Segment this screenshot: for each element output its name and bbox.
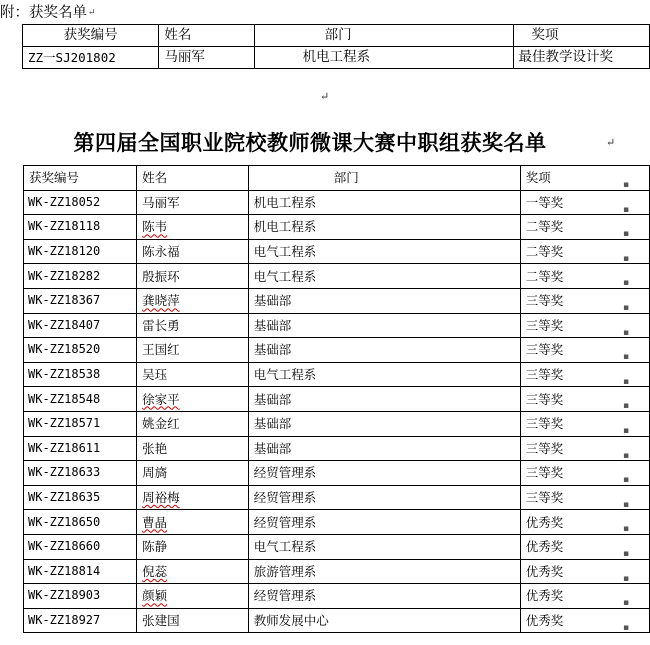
table-row bbox=[24, 559, 650, 584]
cell-award-id: WK-ZZ18407 bbox=[24, 313, 137, 338]
cell-department: 基础部 bbox=[248, 313, 520, 338]
cell-department: 电气工程系 bbox=[248, 239, 520, 264]
cell-award: 三等奖 bbox=[520, 411, 649, 436]
cell-award-id: WK-ZZ18571 bbox=[24, 411, 137, 436]
table-row bbox=[24, 313, 650, 338]
cell-award: 优秀奖 bbox=[520, 608, 649, 633]
cell-award-id: WK-ZZ18633 bbox=[24, 461, 137, 486]
cell-award-id: WK-ZZ18611 bbox=[24, 436, 137, 461]
cell-name: 徐家平 bbox=[137, 387, 249, 412]
return-mark: ↵ bbox=[88, 8, 96, 18]
cell-name: 王国红 bbox=[137, 338, 249, 363]
cell-name: 陈韦 bbox=[137, 215, 249, 240]
row-end-marker: ▪ bbox=[623, 352, 630, 363]
row-end-marker: ▪ bbox=[623, 376, 630, 387]
header-name: 姓名 bbox=[137, 166, 249, 191]
cell-award-id: WK-ZZ18650 bbox=[24, 510, 137, 535]
row-end-marker: ▪ bbox=[623, 204, 630, 215]
cell-department: 旅游管理系 bbox=[248, 559, 520, 584]
cell-award: 二等奖 bbox=[520, 264, 649, 289]
table-row bbox=[24, 510, 650, 535]
cell-award: 二等奖 bbox=[520, 215, 649, 240]
table-row bbox=[24, 387, 650, 412]
cell-department: 经贸管理系 bbox=[248, 461, 520, 486]
paragraph-mark: ↵ bbox=[606, 136, 616, 149]
award-list-table bbox=[23, 165, 650, 633]
cell-department: 基础部 bbox=[248, 288, 520, 313]
cell-department: 经贸管理系 bbox=[248, 485, 520, 510]
cell-award: 三等奖 bbox=[520, 362, 649, 387]
row-end-marker: ▪ bbox=[623, 499, 630, 510]
cell-department: 经贸管理系 bbox=[248, 584, 520, 609]
row-end-marker: ▪ bbox=[623, 426, 630, 436]
top-table-row bbox=[23, 47, 650, 69]
row-end-marker: ▪ bbox=[623, 180, 630, 190]
table-row bbox=[24, 584, 650, 609]
cell-name: 马丽军 bbox=[159, 47, 254, 69]
row-end-marker: ▪ bbox=[623, 573, 630, 584]
cell-award-id: WK-ZZ18635 bbox=[24, 485, 137, 510]
cell-name: 陈静 bbox=[137, 534, 249, 559]
header-award: 奖项 bbox=[520, 166, 649, 191]
header-department: 部门 bbox=[254, 25, 513, 47]
cell-award-id: WK-ZZ18660 bbox=[24, 534, 137, 559]
page-title-text: 第四届全国职业院校教师微课大赛中职组获奖名单 bbox=[73, 131, 547, 155]
cell-award-id: WK-ZZ18903 bbox=[24, 584, 137, 609]
top-table-header-row bbox=[23, 25, 650, 47]
cell-award: 优秀奖 bbox=[520, 584, 649, 609]
cell-name: 龚晓萍 bbox=[137, 288, 249, 313]
cell-name: 周裕梅 bbox=[137, 485, 249, 510]
cell-award-id: WK-ZZ18367 bbox=[24, 288, 137, 313]
cell-name: 雷长勇 bbox=[137, 313, 249, 338]
cell-department: 教师发展中心 bbox=[248, 608, 520, 633]
cell-department: 机电工程系 bbox=[248, 215, 520, 240]
attachment-heading bbox=[0, 4, 96, 22]
row-end-marker: ▪ bbox=[623, 475, 630, 486]
cell-department: 基础部 bbox=[248, 338, 520, 363]
cell-award: 一等奖 bbox=[520, 190, 649, 215]
table-row bbox=[24, 362, 650, 387]
cell-award-id: WK-ZZ18282 bbox=[24, 264, 137, 289]
attachment-heading-text: 附：获奖名单 bbox=[0, 5, 87, 21]
cell-award: 三等奖 bbox=[520, 387, 649, 412]
table-row bbox=[24, 461, 650, 486]
row-end-marker: ▪ bbox=[623, 549, 630, 559]
cell-award: 三等奖 bbox=[520, 436, 649, 461]
table-row bbox=[24, 436, 650, 461]
header-name: 姓名 bbox=[159, 25, 254, 47]
table-row bbox=[24, 264, 650, 289]
cell-department: 电气工程系 bbox=[248, 362, 520, 387]
cell-name: 姚金红 bbox=[137, 411, 249, 436]
cell-name: 张艳 bbox=[137, 436, 249, 461]
cell-award-id: WK-ZZ18520 bbox=[24, 338, 137, 363]
cell-award: 最佳教学设计奖 bbox=[513, 47, 650, 69]
cell-name: 殷振环 bbox=[137, 264, 249, 289]
cell-name: 颜颖 bbox=[137, 584, 249, 609]
cell-award-id: WK-ZZ18120 bbox=[24, 239, 137, 264]
paragraph-mark: ↵ bbox=[320, 90, 330, 103]
row-end-marker: ▪ bbox=[623, 450, 630, 461]
cell-award-id: WK-ZZ18538 bbox=[24, 362, 137, 387]
table-row bbox=[24, 411, 650, 436]
header-department: 部门 bbox=[248, 166, 520, 191]
table-row bbox=[24, 338, 650, 363]
cell-award: 优秀奖 bbox=[520, 534, 649, 559]
cell-name: 吴珏 bbox=[137, 362, 249, 387]
table-row bbox=[24, 215, 650, 240]
cell-name: 陈永福 bbox=[137, 239, 249, 264]
row-end-marker: ▪ bbox=[623, 598, 630, 609]
table-row bbox=[24, 190, 650, 215]
table-header-row bbox=[24, 166, 650, 191]
cell-department: 电气工程系 bbox=[248, 534, 520, 559]
row-end-marker: ▪ bbox=[623, 303, 630, 313]
cell-department: 机电工程系 bbox=[254, 47, 513, 69]
cell-award-id: WK-ZZ18814 bbox=[24, 559, 137, 584]
cell-department: 基础部 bbox=[248, 387, 520, 412]
cell-award: 二等奖 bbox=[520, 239, 649, 264]
cell-department: 经贸管理系 bbox=[248, 510, 520, 535]
row-end-marker: ▪ bbox=[623, 278, 630, 289]
cell-name: 张建国 bbox=[137, 608, 249, 633]
row-end-marker: ▪ bbox=[623, 401, 630, 412]
cell-award-id: WK-ZZ18927 bbox=[24, 608, 137, 633]
cell-name: 周旖 bbox=[137, 461, 249, 486]
cell-department: 基础部 bbox=[248, 411, 520, 436]
cell-name: 曹晶 bbox=[137, 510, 249, 535]
cell-department: 机电工程系 bbox=[248, 190, 520, 215]
cell-award: 优秀奖 bbox=[520, 559, 649, 584]
header-award: 奖项 bbox=[513, 25, 650, 47]
row-end-marker: ▪ bbox=[623, 524, 630, 535]
row-end-marker: ▪ bbox=[623, 229, 630, 240]
header-award-id: 获奖编号 bbox=[23, 25, 159, 47]
page-title bbox=[0, 127, 620, 157]
cell-award: 优秀奖 bbox=[520, 510, 649, 535]
cell-award: 三等奖 bbox=[520, 461, 649, 486]
row-end-marker: ▪ bbox=[623, 622, 630, 633]
table-row bbox=[24, 239, 650, 264]
cell-department: 基础部 bbox=[248, 436, 520, 461]
top-award-table bbox=[22, 24, 650, 69]
table-row bbox=[24, 534, 650, 559]
header-award-id: 获奖编号 bbox=[24, 166, 137, 191]
cell-award: 三等奖 bbox=[520, 288, 649, 313]
cell-department: 电气工程系 bbox=[248, 264, 520, 289]
cell-award-id: WK-ZZ18118 bbox=[24, 215, 137, 240]
cell-award-id: WK-ZZ18052 bbox=[24, 190, 137, 215]
cell-award: 三等奖 bbox=[520, 313, 649, 338]
cell-name: 马丽军 bbox=[137, 190, 249, 215]
row-end-marker: ▪ bbox=[623, 253, 630, 264]
row-end-marker: ▪ bbox=[623, 327, 630, 338]
table-row bbox=[24, 288, 650, 313]
table-row bbox=[24, 608, 650, 633]
cell-name: 倪蕊 bbox=[137, 559, 249, 584]
cell-award-id: WK-ZZ18548 bbox=[24, 387, 137, 412]
cell-award-id: ZZ一SJ201802 bbox=[23, 47, 159, 69]
cell-award: 三等奖 bbox=[520, 338, 649, 363]
cell-award: 三等奖 bbox=[520, 485, 649, 510]
table-row bbox=[24, 485, 650, 510]
